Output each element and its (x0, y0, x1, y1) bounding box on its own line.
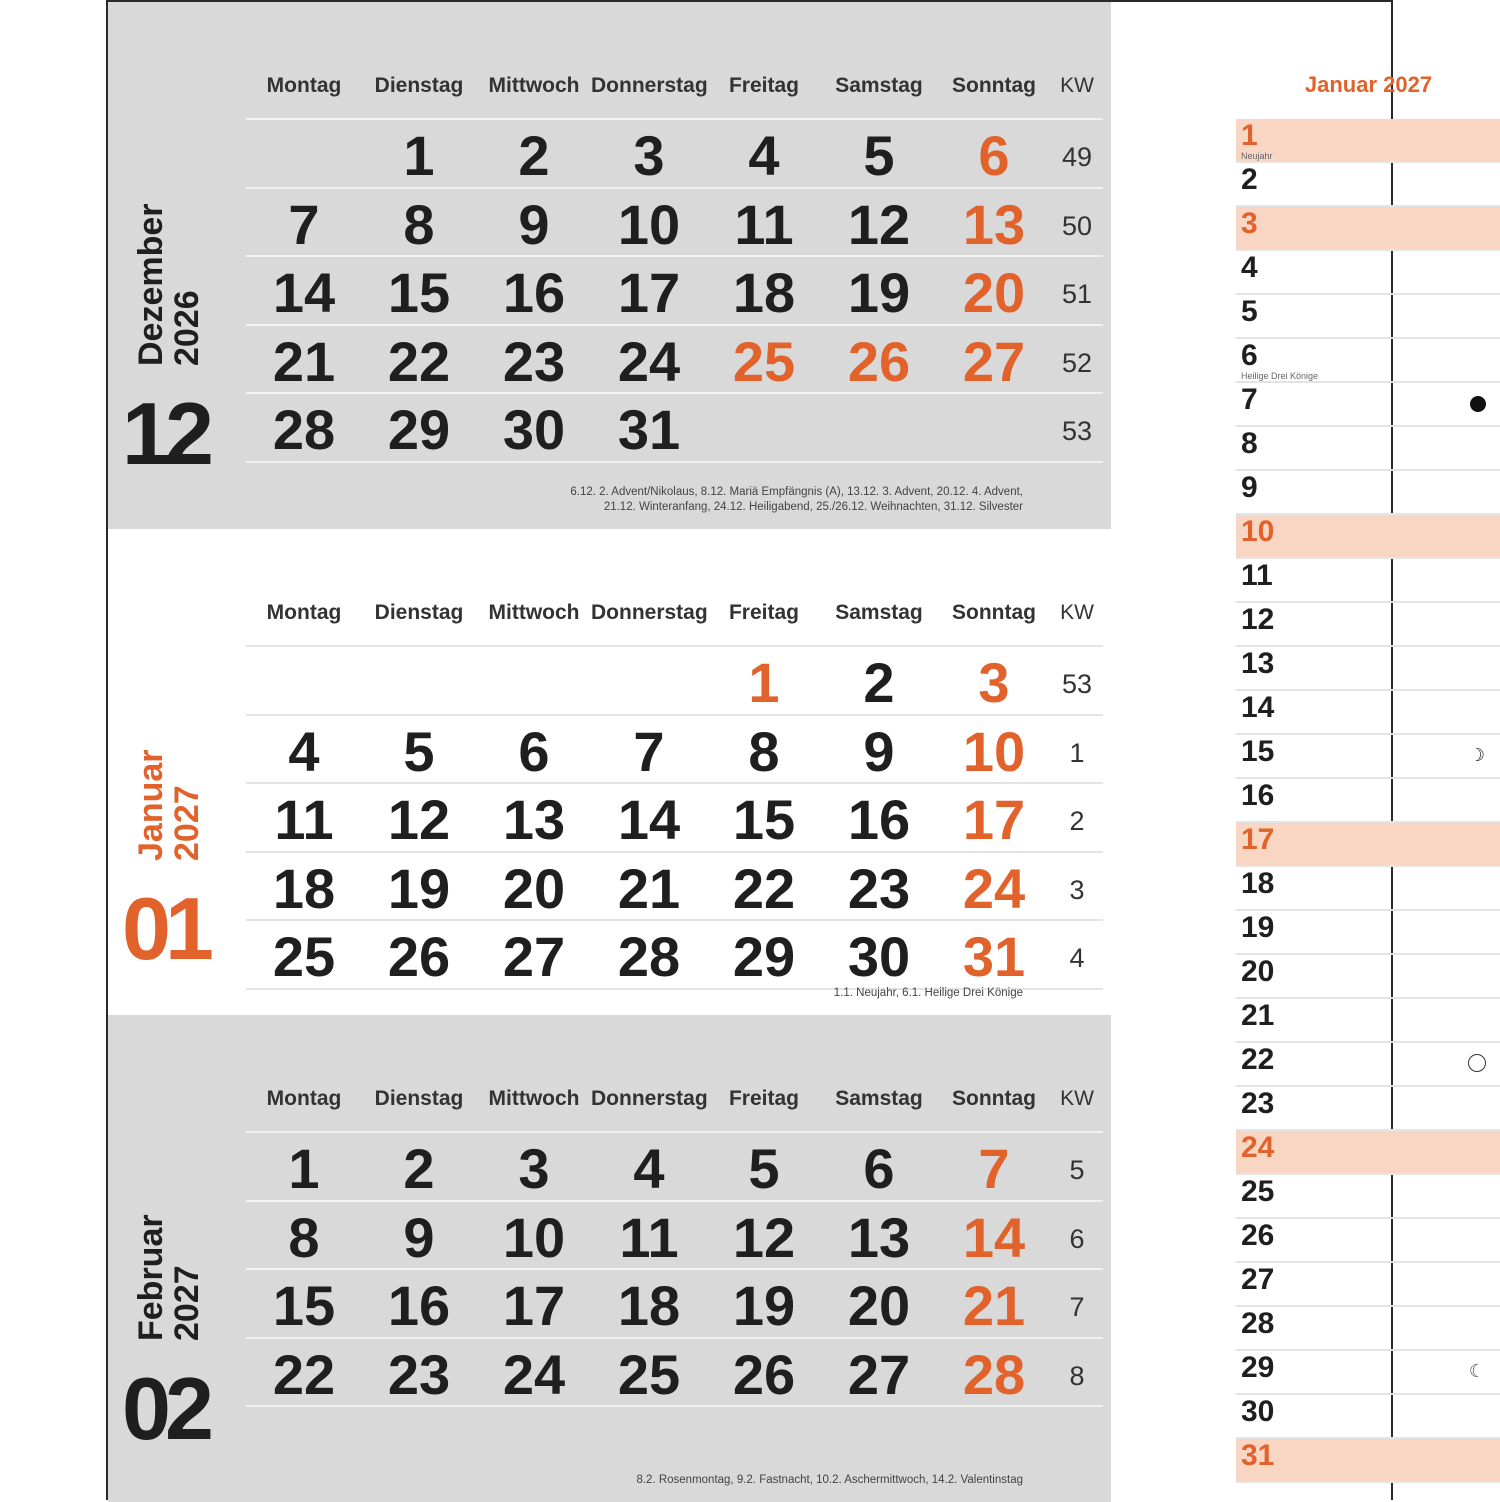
side-strip-title: Januar 2027 (1304, 72, 1433, 97)
side-day-number: 16 (1241, 779, 1275, 812)
side-day-number: 31 (1241, 1439, 1275, 1472)
month-year: 2027 (167, 1265, 206, 1341)
side-day-note: Heilige Drei Könige (1241, 371, 1319, 381)
side-day-row (1236, 1175, 1500, 1219)
month-januar (108, 529, 1111, 1015)
weekday-header: Sonntag (952, 74, 1036, 97)
side-day-row (1236, 559, 1500, 603)
holiday-line: 8.2. Rosenmontag, 9.2. Fastnacht, 10.2. Aschermittwoch, 14.2. Valentinstag (636, 1474, 1023, 1487)
first-quarter-moon-icon: ☽ (1468, 745, 1486, 765)
day-cell: 19 (847, 261, 911, 324)
row-divider (246, 645, 1103, 647)
kw-header: KW (1060, 74, 1094, 97)
day-cell: 25 (732, 329, 796, 393)
month-dezember (108, 2, 1111, 529)
week-number: 1 (1069, 737, 1085, 768)
day-cell: 18 (272, 856, 336, 920)
day-cell: 17 (502, 1274, 566, 1337)
week-number: 8 (1069, 1360, 1085, 1391)
month-number: 02 (122, 1359, 208, 1458)
day-cell: 2 (403, 1137, 435, 1200)
day-cell: 9 (518, 192, 550, 256)
day-cell: 23 (847, 856, 911, 920)
week-number: 53 (1061, 669, 1093, 699)
side-day-row (1236, 251, 1500, 295)
weekday-header: Montag (266, 1087, 342, 1110)
holiday-line: 21.12. Winteranfang, 24.12. Heiligabend, 25./26.12. Weihnachten, 31.12. Silvester (603, 501, 1023, 514)
day-cell: 3 (978, 651, 1010, 714)
weekday-header: Samstag (835, 601, 923, 624)
side-day-row (1236, 207, 1500, 251)
last-quarter-moon-icon: ☾ (1468, 1361, 1486, 1381)
weekday-header: Mittwoch (488, 74, 580, 97)
month-name: Dezember (132, 203, 170, 366)
day-cell: 22 (387, 329, 451, 393)
side-day-row (1236, 163, 1500, 207)
side-day-number: 14 (1241, 691, 1275, 724)
day-cell: 7 (978, 1137, 1010, 1200)
side-day-number: 21 (1241, 999, 1275, 1032)
day-cell: 9 (403, 1205, 435, 1269)
side-day-number: 28 (1241, 1307, 1275, 1340)
day-cell: 6 (978, 124, 1010, 187)
day-cell: 3 (633, 124, 665, 187)
day-cell: 20 (502, 856, 566, 920)
side-day-row (1236, 339, 1500, 383)
weekday-header: Donnerstag (591, 601, 708, 624)
side-day-row (1236, 1043, 1500, 1087)
day-cell: 24 (962, 856, 1026, 920)
day-cell: 15 (732, 788, 796, 851)
day-cell: 11 (274, 788, 334, 851)
side-day-row (1236, 1307, 1500, 1351)
full-moon-icon (1468, 1054, 1486, 1072)
day-cell: 7 (288, 192, 320, 256)
day-cell: 31 (617, 398, 681, 461)
weekday-header: Montag (266, 601, 342, 624)
day-cell: 28 (962, 1342, 1026, 1406)
day-cell: 26 (847, 329, 911, 393)
kw-header: KW (1060, 1087, 1094, 1110)
holiday-notes (636, 1473, 1023, 1488)
side-day-row (1236, 735, 1500, 779)
side-day-number: 1 (1241, 119, 1258, 152)
week-number: 3 (1069, 874, 1085, 905)
day-cell: 16 (502, 261, 566, 324)
side-day-row (1236, 647, 1500, 691)
day-cell: 4 (288, 719, 320, 783)
side-day-row (1236, 779, 1500, 823)
row-divider (246, 1131, 1103, 1133)
day-cell: 25 (617, 1342, 681, 1406)
side-day-number: 5 (1241, 295, 1258, 328)
day-cell: 21 (272, 329, 336, 393)
day-cell: 25 (272, 925, 336, 988)
day-cell: 20 (847, 1274, 911, 1337)
row-divider (246, 714, 1103, 716)
day-cell: 6 (863, 1137, 895, 1200)
week-number: 53 (1061, 416, 1093, 446)
side-day-row (1236, 427, 1500, 471)
day-cell: 12 (732, 1205, 796, 1269)
day-cell: 14 (272, 261, 336, 324)
weekday-header: Dienstag (374, 601, 464, 624)
day-cell: 27 (962, 329, 1026, 393)
side-day-row (1236, 1263, 1500, 1307)
day-cell: 13 (962, 192, 1026, 256)
weekday-header: Donnerstag (591, 74, 708, 97)
week-number: 2 (1069, 806, 1085, 836)
day-cell: 8 (748, 719, 780, 783)
day-cell: 11 (734, 192, 794, 256)
kw-header: KW (1060, 601, 1094, 624)
day-cell: 14 (962, 1205, 1026, 1269)
side-day-number: 9 (1241, 471, 1258, 504)
day-cell: 22 (732, 856, 796, 920)
day-cell: 2 (518, 124, 550, 187)
side-day-row (1236, 955, 1500, 999)
side-day-number: 19 (1241, 911, 1275, 944)
day-cell: 20 (962, 261, 1026, 324)
day-cell: 17 (962, 788, 1026, 851)
day-cell: 21 (962, 1274, 1026, 1337)
day-cell: 15 (387, 261, 451, 324)
side-day-number: 20 (1241, 955, 1275, 988)
day-cell: 13 (502, 788, 566, 851)
row-divider (246, 187, 1103, 189)
wall-calendar (106, 0, 1486, 1500)
day-cell: 7 (633, 719, 665, 783)
month-vertical-label (134, 203, 205, 366)
day-cell: 29 (387, 398, 451, 461)
side-day-number: 10 (1241, 515, 1275, 548)
day-cell: 29 (732, 925, 796, 988)
side-day-number: 2 (1241, 163, 1258, 196)
side-day-number: 23 (1241, 1087, 1275, 1120)
day-cell: 2 (863, 651, 895, 714)
day-cell: 27 (847, 1342, 911, 1406)
day-cell: 5 (403, 719, 435, 783)
week-number: 49 (1061, 142, 1093, 172)
side-day-row (1236, 1219, 1500, 1263)
month-vertical-label (134, 750, 205, 862)
side-day-row (1236, 1395, 1500, 1439)
month-number: 01 (122, 879, 208, 978)
day-cell: 18 (732, 261, 796, 324)
day-cell: 19 (387, 856, 451, 920)
side-day-row (1236, 867, 1500, 911)
side-day-number: 8 (1241, 427, 1258, 460)
day-cell: 1 (288, 1137, 320, 1200)
side-day-number: 7 (1241, 383, 1258, 416)
side-day-row (1236, 471, 1500, 515)
side-day-row (1236, 295, 1500, 339)
day-cell: 19 (732, 1274, 796, 1337)
side-day-number: 27 (1241, 1263, 1275, 1296)
day-cell: 13 (847, 1205, 911, 1269)
weekday-header: Sonntag (952, 1087, 1036, 1110)
day-cell: 10 (617, 192, 681, 256)
side-day-number: 13 (1241, 647, 1275, 680)
new-moon-icon (1470, 396, 1486, 412)
day-cell: 30 (502, 398, 566, 461)
day-cell: 12 (387, 788, 451, 851)
side-day-number: 3 (1241, 207, 1258, 240)
side-day-number: 4 (1241, 251, 1258, 284)
weekday-header: Dienstag (374, 1087, 464, 1110)
side-day-row (1236, 119, 1500, 163)
weekday-header: Donnerstag (591, 1087, 708, 1110)
day-cell: 10 (502, 1205, 566, 1269)
holiday-line: 1.1. Neujahr, 6.1. Heilige Drei Könige (833, 987, 1023, 1000)
day-cell: 1 (748, 651, 780, 714)
month-year: 2027 (167, 785, 206, 861)
side-day-number: 15 (1241, 735, 1275, 768)
day-cell: 28 (272, 398, 336, 461)
side-day-number: 24 (1241, 1131, 1275, 1164)
day-cell: 17 (617, 261, 681, 324)
day-cell: 8 (288, 1205, 320, 1269)
side-day-note: Neujahr (1241, 151, 1273, 161)
holiday-line: 6.12. 2. Advent/Nikolaus, 8.12. Mariä Empfängnis (A), 13.12. 3. Advent, 20.12. 4. Advent, (570, 486, 1023, 499)
day-cell: 24 (617, 329, 681, 393)
side-day-row (1236, 383, 1500, 427)
side-day-strip (1236, 2, 1500, 1502)
week-number: 52 (1061, 347, 1093, 378)
side-day-row (1236, 515, 1500, 559)
holiday-notes (570, 485, 1023, 515)
day-cell: 11 (619, 1205, 679, 1269)
week-number: 4 (1069, 943, 1085, 973)
side-day-number: 25 (1241, 1175, 1275, 1208)
week-number: 5 (1069, 1155, 1085, 1185)
side-day-number: 17 (1241, 823, 1275, 856)
month-vertical-label (134, 1214, 205, 1341)
day-cell: 18 (617, 1274, 681, 1337)
side-day-number: 18 (1241, 867, 1275, 900)
day-cell: 16 (387, 1274, 451, 1337)
month-name: Januar (132, 749, 170, 861)
week-number: 50 (1061, 210, 1093, 241)
day-cell: 4 (748, 124, 780, 187)
day-cell: 28 (617, 925, 681, 988)
row-divider (246, 118, 1103, 120)
side-day-row (1236, 691, 1500, 735)
weekday-header: Sonntag (952, 601, 1036, 624)
day-cell: 24 (502, 1342, 566, 1406)
weekday-header: Freitag (728, 1087, 799, 1110)
weekday-header: Freitag (728, 601, 799, 624)
side-day-number: 12 (1241, 603, 1275, 636)
weekday-header: Samstag (835, 74, 923, 97)
day-cell: 16 (847, 788, 911, 851)
day-cell: 26 (387, 925, 451, 988)
month-name: Februar (132, 1214, 170, 1341)
weekday-header: Montag (266, 74, 342, 97)
day-cell: 4 (633, 1137, 665, 1200)
row-divider (246, 1200, 1103, 1202)
week-number: 7 (1069, 1292, 1085, 1322)
week-number: 6 (1069, 1223, 1085, 1254)
day-cell: 6 (518, 719, 550, 783)
weekday-header: Samstag (835, 1087, 923, 1110)
day-cell: 23 (502, 329, 566, 393)
weekday-header: Dienstag (374, 74, 464, 97)
day-cell: 12 (847, 192, 911, 256)
side-day-number: 26 (1241, 1219, 1275, 1252)
day-cell: 26 (732, 1342, 796, 1406)
side-day-row (1236, 999, 1500, 1043)
day-cell: 22 (272, 1342, 336, 1406)
day-cell: 23 (387, 1342, 451, 1406)
day-cell: 1 (403, 124, 435, 187)
side-day-row (1236, 1087, 1500, 1131)
side-day-row (1236, 1131, 1500, 1175)
holiday-notes (834, 986, 1023, 1001)
month-year: 2026 (167, 290, 206, 366)
day-cell: 14 (617, 788, 681, 851)
weekday-header: Mittwoch (488, 601, 580, 624)
side-day-number: 22 (1241, 1043, 1275, 1076)
day-cell: 15 (272, 1274, 336, 1337)
day-cell: 5 (863, 124, 895, 187)
side-day-number: 29 (1241, 1351, 1275, 1384)
weekday-header: Mittwoch (488, 1087, 580, 1110)
side-day-number: 11 (1241, 559, 1273, 592)
side-day-row (1236, 603, 1500, 647)
side-day-row (1236, 1351, 1500, 1395)
side-day-number: 6 (1241, 339, 1258, 372)
side-day-row (1236, 1439, 1500, 1483)
side-day-row (1236, 911, 1500, 955)
day-cell: 3 (518, 1137, 550, 1200)
side-day-number: 30 (1241, 1395, 1275, 1428)
weekday-header: Freitag (728, 74, 799, 97)
day-cell: 8 (403, 192, 435, 256)
day-cell: 21 (617, 856, 681, 920)
day-cell: 31 (962, 925, 1026, 988)
day-cell: 9 (863, 719, 895, 783)
side-day-row (1236, 823, 1500, 867)
week-number: 51 (1061, 279, 1093, 309)
day-cell: 30 (847, 925, 911, 988)
day-cell: 5 (748, 1137, 780, 1200)
month-februar (108, 1015, 1111, 1502)
month-number: 12 (122, 384, 208, 483)
day-cell: 27 (502, 925, 566, 988)
day-cell: 10 (962, 719, 1026, 783)
